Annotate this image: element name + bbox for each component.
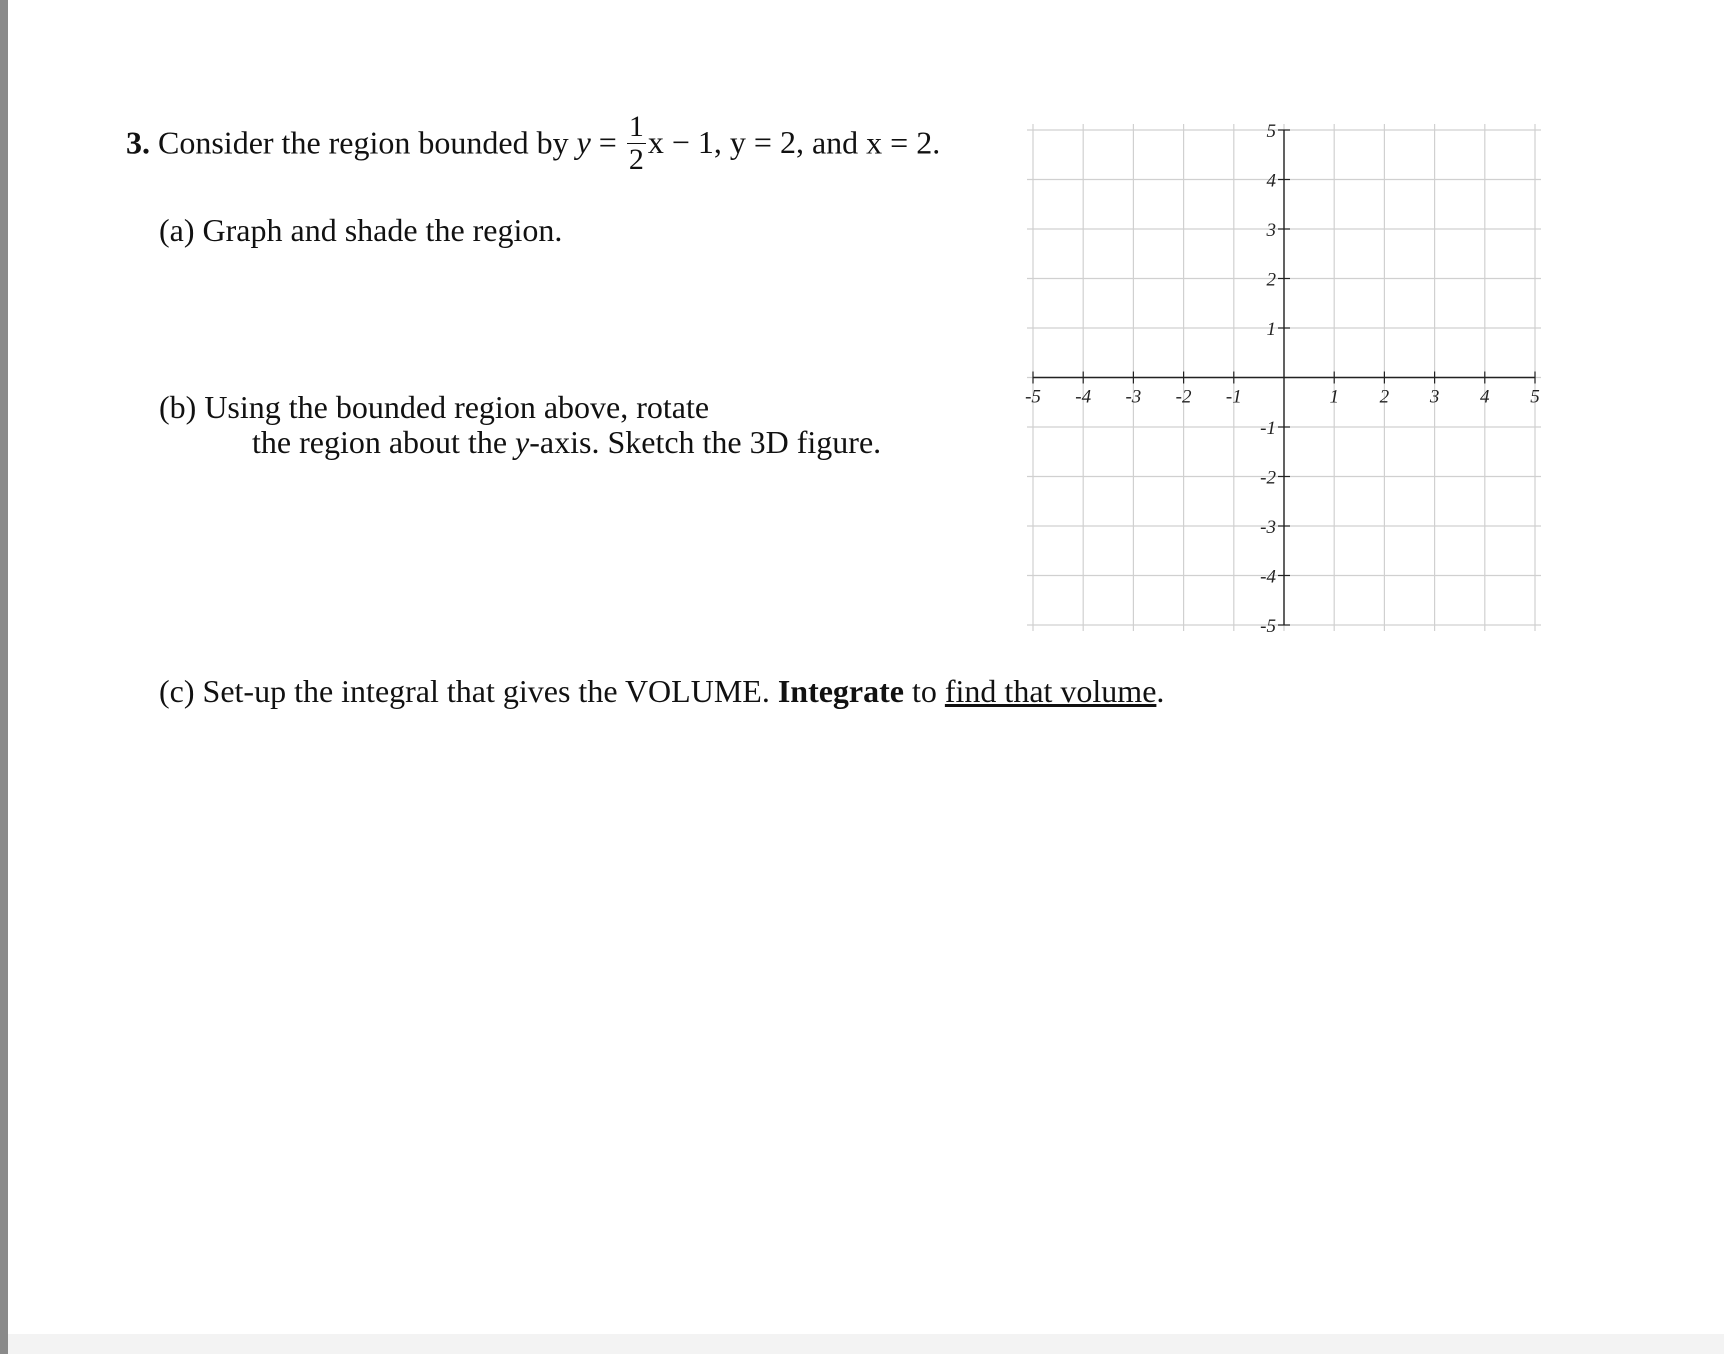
part-c-pre: (c) Set-up the integral that gives the VOLUME.	[159, 673, 778, 709]
x-tick-label: 3	[1429, 386, 1440, 408]
part-b-line2-pre: the region about the	[252, 424, 516, 460]
x-tick-label: 1	[1329, 386, 1339, 408]
x-tick-label: -3	[1125, 386, 1142, 408]
eq1-rest: x − 1,	[647, 124, 722, 161]
window-left-border	[0, 0, 8, 1354]
and-word: and	[811, 124, 859, 161]
y-tick-label: -5	[1260, 616, 1276, 637]
page-bottom-edge	[8, 1334, 1724, 1354]
y-tick-label: -4	[1260, 566, 1276, 588]
part-c-bold: Integrate	[777, 673, 904, 709]
part-b-line2	[252, 426, 881, 458]
part-c-underlined: find that volume	[944, 673, 1157, 709]
x-tick-label: -4	[1075, 386, 1092, 408]
y-tick-label: -1	[1260, 418, 1276, 439]
y-tick-label: -2	[1260, 467, 1276, 489]
part-c-text	[159, 675, 1164, 707]
y-tick-label: 3	[1266, 220, 1276, 241]
y-tick-label: 4	[1266, 170, 1276, 192]
part-c-end: .	[1156, 673, 1165, 709]
y-tick-label: 2	[1266, 269, 1276, 291]
part-b-line2-var: y	[515, 424, 530, 460]
eq1-lhs: y	[576, 124, 591, 161]
x-tick-label: 2	[1379, 386, 1390, 408]
part-a-text: (a) Graph and shade the region.	[159, 212, 563, 248]
problem-number: 3.	[126, 124, 150, 161]
x-tick-label: -5	[1025, 386, 1041, 408]
problem-intro: Consider the region bounded by	[158, 124, 569, 161]
x-tick-label: -2	[1175, 386, 1192, 408]
y-tick-label: 1	[1266, 319, 1276, 340]
part-b-line1: (b) Using the bounded region above, rotate	[159, 389, 710, 425]
eq3: x = 2.	[866, 124, 941, 161]
part-b-line2-post: -axis. Sketch the 3D figure.	[529, 424, 882, 460]
problem-statement	[126, 110, 941, 178]
axes	[1033, 130, 1535, 625]
y-tick-label: -3	[1260, 517, 1276, 538]
fraction	[627, 111, 646, 175]
x-tick-label: 4	[1480, 386, 1490, 408]
part-c-mid: to	[903, 673, 945, 709]
x-tick-label: -1	[1225, 386, 1242, 408]
tick-labels	[1025, 121, 1540, 637]
fraction-denominator: 2	[628, 142, 644, 176]
fraction-numerator: 1	[628, 110, 644, 143]
eq2: y = 2,	[729, 124, 804, 161]
coordinate-grid[interactable]	[1020, 110, 1560, 640]
x-tick-label: 5	[1530, 386, 1540, 408]
equation-line: y = $\frac{1}{2}$ x − 1, y = 2,	[576, 110, 804, 176]
y-tick-label: 5	[1266, 121, 1276, 142]
